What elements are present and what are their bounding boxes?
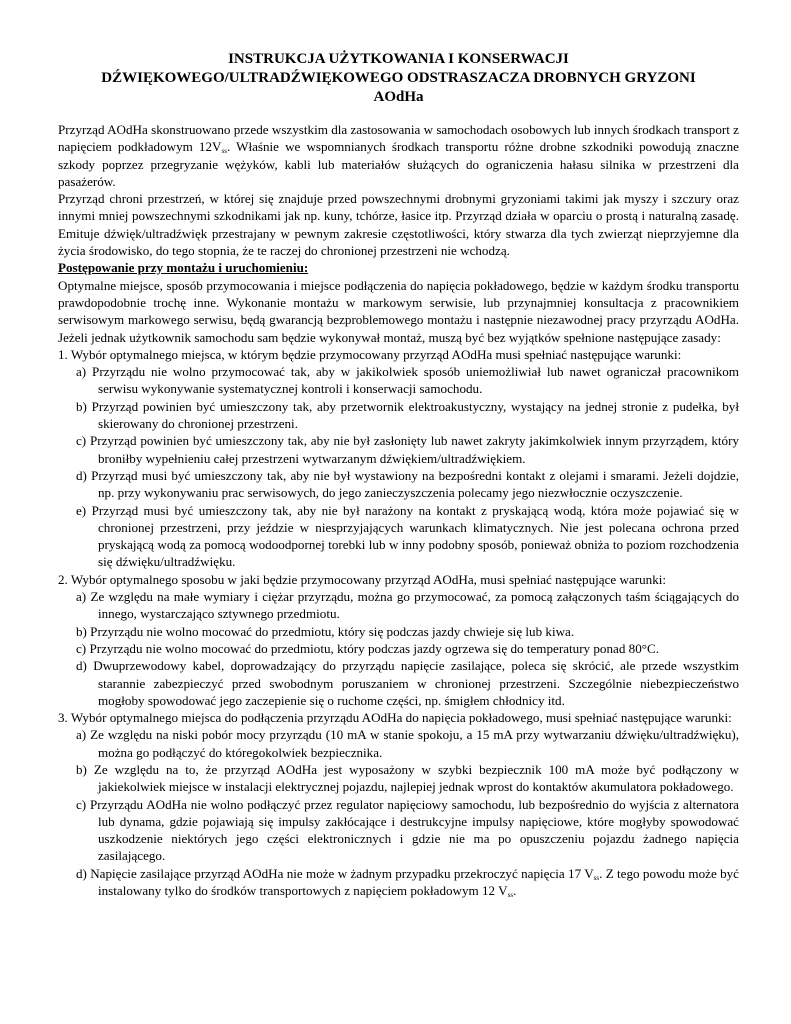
list-item-3d: [58, 865, 739, 900]
list-item-1a: a) Przyrządu nie wolno przymocować tak, aby w jakikolwiek sposób uniemożliwiał lub nawet ograniczał pracownikom serwisu wykonywanie systematycznej kontroli i konserwacji samochodu.: [76, 364, 739, 397]
list-item-1e: e) Przyrząd musi być umieszczony tak, aby nie był narażony na kontakt z pryskającą wodą, która może pojawiać się w chronionej przestrzeni, przy jeździe w niesprzyjających warunkach klimatycznych. Nie jest polecana ochrona przed pryskającą wodą za pomocą wodoodpornej torebki lub w inny podobny sposób, ponieważ obniża to poziom rozchodzenia się dźwięku/ultradźwięku.: [76, 502, 739, 570]
list-item-1: 1. Wybór optymalnego miejsca, w którym będzie przymocowany przyrząd AOdHa musi spełniać następujące warunki:: [58, 346, 682, 362]
title-line-1: INSTRUKCJA UŻYTKOWANIA I KONSERWACJI: [228, 51, 569, 67]
list-item-3d-text-cont: . Z tego powodu może być instalowany tylko do środków transportowych z napięciem pokładowym 12 V: [98, 865, 739, 899]
document-title: [58, 50, 739, 107]
list-item-2b: b) Przyrządu nie wolno mocować do przedmiotu, który się podczas jazdy chwieje się lub kiwa.: [76, 623, 575, 639]
list-item-1c: c) Przyrząd powinien być umieszczony tak, aby nie był zasłonięty lub nawet zakryty jakimkolwiek innym przyrządem, który broniłby wypełnieniu całej przestrzeni wytwarzanym dźwiękiem/ultradźwiękiem.: [76, 433, 739, 466]
list-item-2d: d) Dwuprzewodowy kabel, doprowadzający do przyrządu napięcie zasilające, poleca się skrócić, ale przede wszystkim starannie zabezpieczyć przed swobodnym poruszaniem w chronionej przestrzeni. Szczególnie niebezpieczeństwo mogłoby spowodować jego zaczepienie się o ruchome części, np. śmigłem chłodnicy itd.: [76, 658, 739, 708]
section-paragraph: Optymalne miejsce, sposób przymocowania i miejsce podłączenia do napięcia pokładowego, będzie w każdym środku transportu prawdopodobnie trochę inne. Wykonanie montażu w markowym serwisie, lub przynajmniej konsultacja z pracownikiem serwisowym markowego serwisu, będą gwarancją bezproblemowego montażu i następnie niezawodnej pracy przyrządu AOdHa. Jeżeli jednak użytkownik samochodu sam będzie wykonywał montaż, muszą być bez wyjątków spełnione następujące zasady:: [58, 277, 739, 345]
list-item-3: 3. Wybór optymalnego miejsca do podłączenia przyrządu AOdHa do napięcia pokładowego, musi spełniać następujące warunki:: [58, 710, 732, 726]
title-line-3: AOdHa: [373, 89, 424, 105]
intro-p1-text-cont: . Właśnie we wspomnianych środkach transportu różne drobne szkodniki powodują znaczne szkody poprzez przegryzanie wężyków, kabli lub materiałów służących do ograniczenia hałasu silnika w przestrzeni dla pasażerów.: [58, 139, 739, 189]
list-item-3d-text: d) Napięcie zasilające przyrząd AOdHa nie może w żadnym przypadku przekroczyć napięcia 17 V: [76, 865, 594, 881]
intro-p1-text: Przyrząd AOdHa skonstruowano przede wszystkim dla zastosowania w samochodach osobowych lub innych środkach transport z napięciem podkładowym 12V: [58, 122, 739, 155]
list-item-3d-subscript-2: ss: [507, 891, 514, 900]
list-item-2c: c) Przyrządu nie wolno mocować do przedmiotu, który podczas jazdy ogrzewa się do temperatury ponad 80°C.: [76, 640, 659, 656]
list-item-3b: b) Ze względu na to, że przyrząd AOdHa jest wyposażony w szybki bezpiecznik 100 mA może być podłączony w jakiekolwiek miejsce w instalacji elektrycznej pojazdu, najlepiej jednak wprost do kontaktów akumulatora pokładowego.: [76, 761, 739, 795]
title-line-2: DŹWIĘKOWEGO/ULTRADŹWIĘKOWEGO ODSTRASZACZA DROBNYCH GRYZONI: [101, 70, 696, 86]
list-item-1d: d) Przyrząd musi być umieszczony tak, aby nie był wystawiony na bezpośredni kontakt z olejami i smarami. Jeżeli dojdzie, np. przy wykonywaniu prac serwisowych, do jego zanieczyszczenia polecamy jego niezwłocznie oczyszczenie.: [76, 467, 739, 501]
list-item-3d-text-end: .: [513, 883, 517, 899]
list-item-2: 2. Wybór optymalnego sposobu w jaki będzie przymocowany przyrząd AOdHa, musi spełniać następujące warunki:: [58, 571, 667, 587]
list-item-3a: a) Ze względu na niski pobór mocy przyrządu (10 mA w stanie spokoju, a 15 mA przy wytwarzaniu dźwięku/ultradźwięku), można go podłączyć do któregokolwiek bezpiecznika.: [76, 727, 739, 760]
list-item-3d-subscript-1: ss: [593, 873, 600, 882]
intro-p1-subscript: ss: [221, 147, 227, 156]
list-item-2a: a) Ze względu na małe wymiary i ciężar przyrządu, można go przymocować, za pomocą załączonych taśm ściągających do innego, wystarczająco sztywnego przedmiotu.: [76, 589, 739, 622]
list-item-3c: c) Przyrządu AOdHa nie wolno podłączyć przez regulator napięciowy samochodu, lub bezpośrednio do wyjścia z alternatora lub dynama, gdzie pojawiają się impulsy zakłócające i destrukcyjne impulsy napięciowe, które mogłyby spowodować uszkodzenie niektórych jego części elektronicznych i gdzie nie ma po opuszczeniu pojazdu żadnego napięcia zasilającego.: [76, 796, 739, 864]
section-heading: Postępowanie przy montażu i uruchomieniu:: [58, 260, 309, 276]
list-item-1b: b) Przyrząd powinien być umieszczony tak, aby przetwornik elektroakustyczny, wystający na jednej stronie z pudełka, był skierowany do chronionej przestrzeni.: [76, 398, 739, 432]
intro-paragraph-1: [58, 121, 739, 190]
intro-paragraph-2: Przyrząd chroni przestrzeń, w której się znajduje przed powszechnymi drobnymi gryzoniami takimi jak myszy i szczury oraz innymi mniej powszechnymi szkodnikami jak np. kuny, tchórze, łasice itp. Przyrząd działa w oparciu o prostą i naturalną zasadę. Emituje dźwięk/ultradźwięk przestrajany w pewnym zakresie częstotliwości, który stwarza dla tych zwierząt nieprzyjemne dla życia środowisko, do tego stopnia, że te raczej do chronionej przestrzeni nie wchodzą.: [58, 191, 739, 259]
